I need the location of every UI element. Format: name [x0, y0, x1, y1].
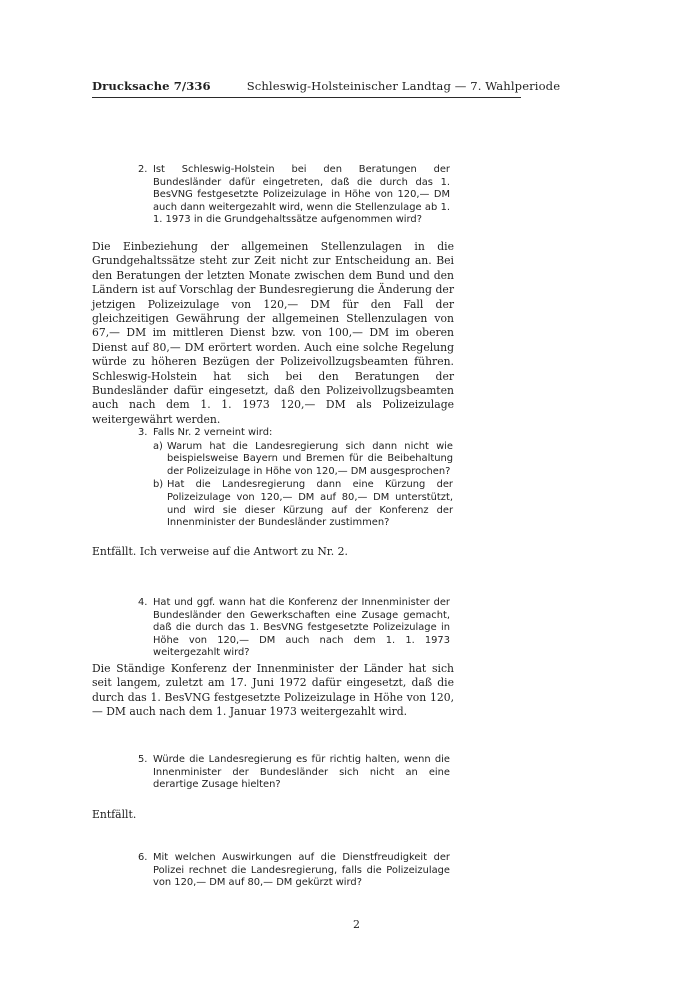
question-text: Würde die Landesregierung es für richtig halten, wenn die Innenminister der Bundesländer sich nicht an eine derartige Zusage hielten?: [153, 754, 450, 791]
sub-question-a: [153, 441, 453, 479]
question-number: 5.: [138, 754, 148, 765]
sub-question-text: Hat die Landesregierung dann eine Kürzung der Polizeizulage von 120,— DM auf 80,— DM unterstützt, und wird sie dieser Kürzung auf der Konferenz der Innenminister der Bundesländer zustimmen?: [167, 479, 453, 529]
answer-3: Entfällt. Ich verweise auf die Antwort zu Nr. 2.: [92, 545, 348, 558]
question-text: Hat und ggf. wann hat die Konferenz der Innenminister der Bundesländer den Gewerkschaften eine Zusage gemacht, daß die durch das 1. BesVNG festgesetzte Polizeizulage in Höhe von 120,— DM auch nach dem 1. 1. 1973 weitergezahlt wird?: [153, 597, 450, 659]
question-5: [138, 754, 450, 792]
sub-question-b: [153, 479, 453, 529]
question-text: Falls Nr. 2 verneint wird:: [153, 427, 273, 438]
sub-question-label: a): [153, 440, 163, 452]
header-rule: [92, 97, 521, 98]
question-2: [138, 164, 450, 227]
question-number: 2.: [138, 164, 148, 175]
question-number: 3.: [138, 427, 148, 438]
page-header: [92, 79, 561, 93]
question-text: Mit welchen Auswirkungen auf die Dienstfreudigkeit der Polizei rechnet die Landesregierung, falls die Polizeizulage von 120,— DM auf 80,— DM gekürzt wird?: [153, 852, 450, 889]
parliament-title: Schleswig-Holsteinischer Landtag — 7. Wahlperiode: [246, 79, 561, 93]
document-number: Drucksache 7/336: [92, 79, 211, 93]
answer-4: Die Ständige Konferenz der Innenminister der Länder hat sich seit langem, zuletzt am 17. Juni 1972 dafür eingesetzt, daß die durch das 1. BesVNG festgesetzte Polizeizulage in Höhe von 120,— DM auch nach dem 1. Januar 1973 weitergezahlt wird.: [92, 662, 454, 719]
question-number: 4.: [138, 597, 148, 608]
question-number: 6.: [138, 852, 148, 863]
answer-2: Die Einbeziehung der allgemeinen Stellenzulagen in die Grundgehaltssätze steht zur Zeit nicht zur Entscheidung an. Bei den Beratungen der letzten Monate zwischen dem Bund und den Ländern ist auf Vorschlag der Bundesregierung die Änderung der jetzigen Polizeizulage von 120,— DM für den Fall der gleichzeitigen Gewährung der allgemeinen Stellenzulagen von 67,— DM im mittleren Dienst bzw. von 100,— DM im oberen Dienst auf 80,— DM erörtert worden. Auch eine solche Regelung würde zu höheren Bezügen der Polizeivollzugsbeamten führen. Schleswig-Holstein hat sich bei den Beratungen der Bundesländer dafür eingesetzt, daß den Polizeivollzugsbeamten auch nach dem 1. 1. 1973 120,— DM als Polizeizulage weitergewährt werden.: [92, 240, 454, 426]
question-text: Ist Schleswig-Holstein bei den Beratungen der Bundesländer dafür eingetreten, daß die durch das 1. BesVNG festgesetzte Polizeizulage in Höhe von 120,— DM auch dann weitergezahlt wird, wenn die Stellenzulage ab 1. 1. 1973 in die Grundgehaltssätze aufgenommen wird?: [153, 164, 450, 226]
question-3: [138, 427, 453, 530]
sub-question-label: b): [153, 479, 164, 491]
sub-question-text: Warum hat die Landesregierung sich dann nicht wie beispielsweise Bayern und Bremen für die Beibehaltung der Polizeizulage in Höhe von 120,— DM ausgesprochen?: [167, 440, 453, 477]
question-6: [138, 852, 450, 890]
question-4: [138, 597, 450, 660]
page-number: 2: [353, 918, 360, 931]
answer-5: Entfällt.: [92, 808, 137, 821]
